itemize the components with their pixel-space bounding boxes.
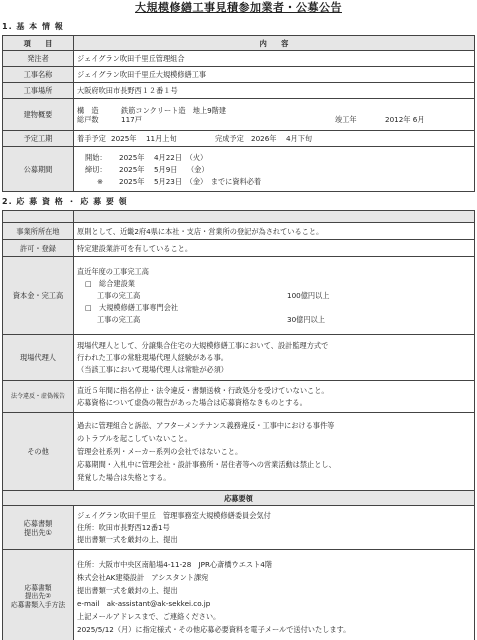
start-key: 着手予定 xyxy=(77,134,106,143)
structure-value: 鉄筋コンクリート造 地上9階建 xyxy=(121,105,227,115)
category1-name: 総合建設業 xyxy=(99,279,135,288)
structure-key: 構 造 xyxy=(77,105,99,115)
label-submit2 xyxy=(3,550,74,640)
open-value: 2025年 4月22日 （火） xyxy=(119,152,208,162)
submit1-label-line1: 応募書類 xyxy=(23,518,53,528)
completion-value: 2012年 6月 xyxy=(385,114,425,124)
submit2-line: 株式会社AK建築設計 アシスタント課宛 xyxy=(77,572,209,582)
value-submit1 xyxy=(74,506,475,550)
submit2-label-line2: 提出先② xyxy=(24,592,52,601)
value-other xyxy=(74,413,475,491)
label-schedule: 予定工期 xyxy=(3,131,74,147)
value-violation xyxy=(74,381,475,413)
category1-key: 工事の完工高 xyxy=(97,291,141,300)
agent-line: 現場代理人として、分譲集合住宅の大規模修繕工事において、設計監理方式で xyxy=(77,341,329,350)
other-line: 応募期間・入札中に管理会社・設計事務所・居住者等への営業活動は禁止とし、 xyxy=(77,460,336,469)
value-period xyxy=(74,147,475,192)
agent-line: 行われた工事の常駐現場代理人経験がある事。 xyxy=(77,353,228,362)
submit1-line: 提出書類一式を厳封の上、提出 xyxy=(77,535,178,544)
page-title: 大規模修繕工事見積参加業者・公募公告 xyxy=(135,1,342,14)
open-key: 開始： xyxy=(85,152,107,162)
value-submit2 xyxy=(74,550,475,640)
basic-info-table xyxy=(2,35,475,192)
checkbox-icon: □ xyxy=(85,303,92,312)
capital-intro: 直近年度の工事完工高 xyxy=(77,267,149,276)
submit2-label-line1: 応募書類 xyxy=(24,583,52,592)
violation-line: 応募資格について虚偽の報告があった場合は応募資格なきものとする。 xyxy=(77,398,307,407)
blank-header-left xyxy=(3,211,74,223)
submit2-line: 上記メールアドレスまで、ご連絡ください。 xyxy=(77,611,221,621)
label-other: その他 xyxy=(3,413,74,491)
category2-key: 工事の完工高 xyxy=(97,315,141,324)
violation-line: 直近５年間に指名停止・法令違反・書類送検・行政処分を受けていないこと。 xyxy=(77,386,329,395)
procedure-header: 応募要領 xyxy=(3,491,475,506)
submit2-line: 住所：大阪市中央区南船場4-11-28 JPR心斎橋ウエスト4階 xyxy=(77,559,273,569)
close-key: 締切： xyxy=(85,164,107,174)
value-project-name: ジェイグラン吹田千里丘大規模修繕工事 xyxy=(74,67,475,83)
submit1-line: 住所：吹田市長野西12番1号 xyxy=(77,523,170,532)
units-value: 117戸 xyxy=(121,114,142,124)
label-agent: 現場代理人 xyxy=(3,335,74,381)
agent-line: （当該工事において現場代理人は常駐が必須） xyxy=(77,365,228,374)
units-key: 総戸数 xyxy=(77,114,99,124)
col-header-content: 内 容 xyxy=(74,36,475,51)
label-period: 公募期間 xyxy=(3,147,74,192)
close-value: 2025年 5月9日 （金） xyxy=(119,164,209,174)
section2-heading: 2. 応 募 資 格 ・ 応 募 要 領 xyxy=(2,197,128,206)
value-capital xyxy=(74,257,475,335)
value-permit: 特定建設業許可を有していること。 xyxy=(74,240,475,257)
value-site: 大阪府吹田市長野西１２番１号 xyxy=(74,83,475,99)
label-site: 工事場所 xyxy=(3,83,74,99)
submit2-line: 2025/5/12（月）に指定様式・その他応募必要資料を電子メールで送付いたします。 xyxy=(77,624,351,634)
label-violation: 法令違反・虚偽報告 xyxy=(3,381,74,413)
start-value: 2025年 11月上旬 xyxy=(111,134,177,143)
label-project-name: 工事名称 xyxy=(3,67,74,83)
blank-header-right xyxy=(74,211,475,223)
value-schedule xyxy=(74,131,475,147)
end-value: 2026年 4月下旬 xyxy=(251,134,313,143)
submit1-label-line2: 提出先① xyxy=(23,527,52,537)
end-key: 完成予定 xyxy=(215,134,244,143)
note-mark: ※ xyxy=(97,176,104,186)
submit2-line: 提出書類一式を厳封の上、提出 xyxy=(77,585,178,595)
section1-heading: 1. 基 本 情 報 xyxy=(2,22,64,31)
label-permit: 許可・登録 xyxy=(3,240,74,257)
category1-value: 100億円以上 xyxy=(287,291,330,300)
category2-name: 大規模修繕工事専門会社 xyxy=(99,303,179,312)
label-building: 建物概要 xyxy=(3,99,74,131)
checkbox-icon: □ xyxy=(85,279,92,288)
other-line: 発覚した場合は失格とする。 xyxy=(77,473,171,482)
submit1-line: ジェイグラン吹田千里丘 管理事務室大規模修繕委員会気付 xyxy=(77,511,271,520)
other-line: 管理会社系列・メーカー系列の会社ではないこと。 xyxy=(77,447,243,456)
label-submit1 xyxy=(3,506,74,550)
other-line: 過去に管理組合と訴訟、アフターメンテナンス義務違反・工事中における事件等 xyxy=(77,421,335,430)
completion-key: 竣工年 xyxy=(335,114,357,124)
col-header-item: 項 目 xyxy=(3,36,74,51)
value-orderer: ジェイグラン吹田千里丘管理組合 xyxy=(74,51,475,67)
value-building xyxy=(74,99,475,131)
label-location: 事業所所在地 xyxy=(3,223,74,240)
note-value: 2025年 5月23日 （金） までに資料必着 xyxy=(119,176,262,186)
value-agent xyxy=(74,335,475,381)
value-location: 原則として、近畿2府4県に本社・支店・営業所の登記が為されていること。 xyxy=(74,223,475,240)
label-capital: 資本金・完工高 xyxy=(3,257,74,335)
category2-value: 30億円以上 xyxy=(287,315,325,324)
qualification-table xyxy=(2,210,475,640)
email-link[interactable]: e-mail ak-assistant@ak-sekkei.co.jp xyxy=(77,598,211,608)
label-orderer: 発注者 xyxy=(3,51,74,67)
submit2-label-line3: 応募書類入手方法 xyxy=(10,600,66,609)
other-line: のトラブルを起こしていないこと。 xyxy=(77,434,192,443)
